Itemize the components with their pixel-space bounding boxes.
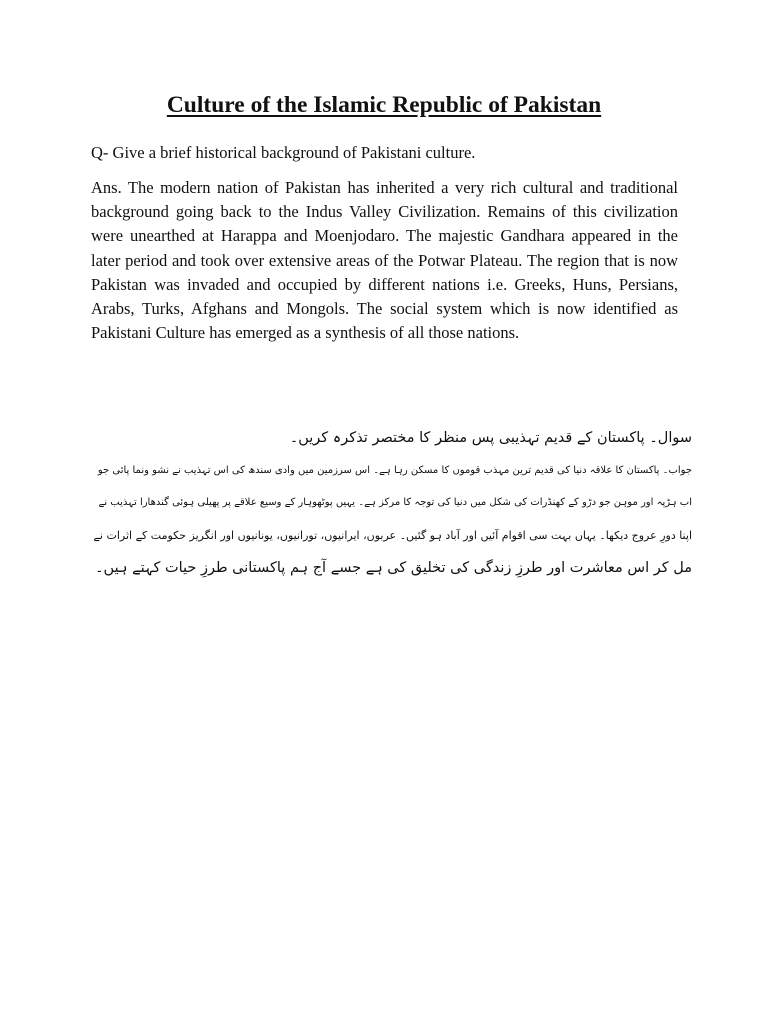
question-text: Q- Give a brief historical background of Pakistani culture. (91, 143, 476, 162)
urdu-line: جواب۔ پاکستان کا علاقہ دنیا کی قدیم ترین مہذب قوموں کا مسکن رہا ہے۔ اس سرزمین میں وادی سندھ کی اس تہذیب نے نشو ونما پائی جو (97, 464, 692, 476)
urdu-line: اب ہڑپہ اور موہن جو دڑو کے کھنڈرات کی شکل میں دنیا کی توجہ کا مرکز ہے۔ یہیں پوٹھوہار کے وسیع علاقے پر پھیلی ہوئی گندھارا تہذیب نے (98, 497, 692, 508)
urdu-line: مل کر اس معاشرت اور طرزِ زندگی کی تخلیق کی ہے جسے آج ہم پاکستانی طرزِ حیات کہتے ہیں۔ (95, 560, 692, 576)
urdu-line: سوال۔ پاکستان کے قدیم تہذیبی پس منظر کا مختصر تذکرہ کریں۔ (289, 430, 692, 446)
urdu-line: اپنا دورِ عروج دیکھا۔ یہاں بہت سی اقوام آئیں اور آباد ہو گئیں۔ عربوں، ایرانیوں، تورانیوں، یونانیوں اور انگریز حکومت کے اثرات نے (93, 528, 692, 542)
answer-paragraph: Ans. The modern nation of Pakistan has inherited a very rich cultural and traditional background going back to the Indus Valley Civilization. Remains of this civilization were unearthed at Harappa and Moenjodaro. The majestic Gandhara appeared in the later period and took over extensive areas of the Potwar Plateau. The region that is now Pakistan was invaded and occupied by different nations i.e. Greeks, Huns, Persians, Arabs, Turks, Afghans and Mongols. The social system which is now identified as Pakistani Culture has emerged as a synthesis of all those nations. (91, 178, 678, 343)
urdu-section (80, 422, 692, 585)
document-title: Culture of the Islamic Republic of Pakistan (166, 92, 602, 118)
